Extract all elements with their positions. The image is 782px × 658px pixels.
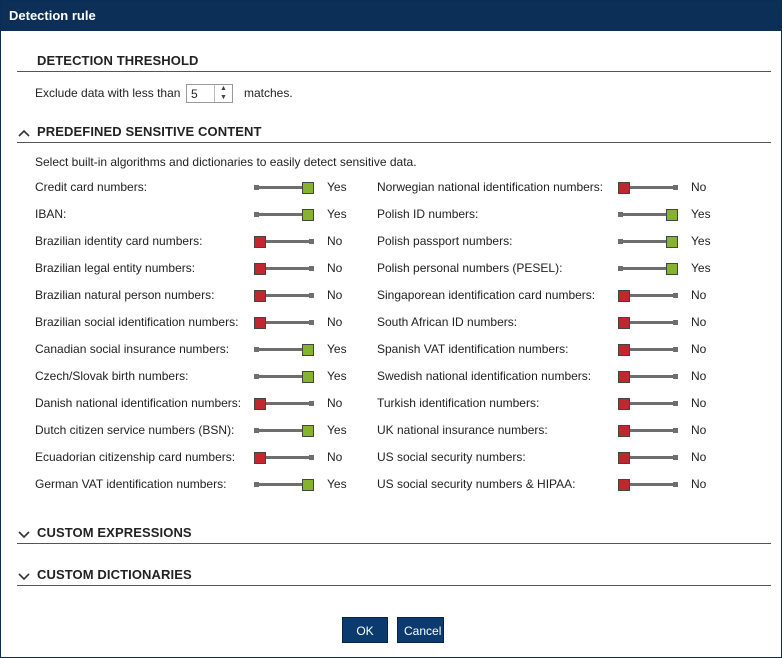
toggle-knob[interactable]	[666, 236, 678, 248]
option-toggle[interactable]	[618, 209, 678, 220]
custom-expressions-title: CUSTOM EXPRESSIONS	[37, 525, 192, 540]
option-label: Dutch citizen service numbers (BSN):	[35, 423, 235, 437]
option-toggle[interactable]	[254, 371, 314, 382]
detection-threshold-title: DETECTION THRESHOLD	[37, 53, 199, 68]
option-state: No	[327, 288, 343, 302]
option-state: No	[327, 261, 343, 275]
option-toggle[interactable]	[618, 425, 678, 436]
option-state: No	[691, 477, 707, 491]
option-state: No	[691, 288, 707, 302]
chevron-up-icon[interactable]	[17, 126, 31, 140]
toggle-end-dot	[309, 401, 314, 406]
toggle-end-dot	[673, 428, 678, 433]
custom-dictionaries-title: CUSTOM DICTIONARIES	[37, 567, 192, 582]
option-state: Yes	[327, 369, 347, 383]
dialog-title: Detection rule	[1, 1, 781, 31]
option-label: Canadian social insurance numbers:	[35, 342, 230, 356]
option-state: No	[691, 450, 707, 464]
toggle-end-dot	[618, 212, 623, 217]
toggle-knob[interactable]	[666, 263, 678, 275]
predefined-intro: Select built-in algorithms and dictionaries to easily detect sensitive data.	[35, 155, 417, 169]
option-toggle[interactable]	[618, 182, 678, 193]
option-label: IBAN:	[35, 207, 67, 221]
toggle-end-dot	[673, 401, 678, 406]
option-toggle[interactable]	[618, 344, 678, 355]
option-label: Norwegian national identification numbers:	[377, 180, 604, 194]
option-label: Brazilian identity card numbers:	[35, 234, 203, 248]
option-toggle[interactable]	[254, 290, 314, 301]
option-toggle[interactable]	[618, 398, 678, 409]
toggle-end-dot	[254, 347, 259, 352]
toggle-end-dot	[309, 320, 314, 325]
toggle-knob[interactable]	[254, 263, 266, 275]
option-state: Yes	[691, 207, 711, 221]
toggle-end-dot	[254, 185, 259, 190]
option-label: Singaporean identification card numbers:	[377, 288, 596, 302]
option-label: Danish national identification numbers:	[35, 396, 242, 410]
option-state: No	[691, 369, 707, 383]
toggle-end-dot	[309, 455, 314, 460]
toggle-knob[interactable]	[254, 290, 266, 302]
predefined-content-header[interactable]	[17, 124, 771, 143]
toggle-knob[interactable]	[618, 425, 630, 437]
option-toggle[interactable]	[618, 236, 678, 247]
custom-expressions-header[interactable]	[17, 525, 771, 544]
option-state: No	[691, 315, 707, 329]
option-state: Yes	[327, 423, 347, 437]
ok-button[interactable]: OK	[342, 617, 388, 643]
option-state: No	[691, 342, 707, 356]
toggle-knob[interactable]	[618, 479, 630, 491]
option-state: No	[691, 423, 707, 437]
option-label: Ecuadorian citizenship card numbers:	[35, 450, 236, 464]
threshold-row	[35, 84, 435, 104]
toggle-knob[interactable]	[618, 290, 630, 302]
option-state: No	[691, 396, 707, 410]
option-state: No	[691, 180, 707, 194]
option-label: German VAT identification numbers:	[35, 477, 227, 491]
toggle-knob[interactable]	[302, 371, 314, 383]
option-toggle[interactable]	[254, 344, 314, 355]
toggle-end-dot	[309, 239, 314, 244]
option-state: No	[327, 315, 343, 329]
spinner-down-icon[interactable]: ▼	[220, 94, 227, 101]
threshold-value[interactable]: 5	[191, 87, 198, 101]
toggle-knob[interactable]	[254, 236, 266, 248]
cancel-button[interactable]: Cancel	[397, 617, 444, 643]
option-label: Polish ID numbers:	[377, 207, 479, 221]
option-toggle[interactable]	[254, 182, 314, 193]
toggle-knob[interactable]	[302, 182, 314, 194]
option-toggle[interactable]	[618, 479, 678, 490]
option-state: Yes	[327, 207, 347, 221]
toggle-end-dot	[673, 455, 678, 460]
toggle-end-dot	[673, 320, 678, 325]
threshold-label-after: matches.	[244, 86, 293, 100]
toggle-knob[interactable]	[254, 398, 266, 410]
toggle-end-dot	[673, 374, 678, 379]
toggle-knob[interactable]	[618, 371, 630, 383]
toggle-knob[interactable]	[618, 452, 630, 464]
custom-dictionaries-header[interactable]	[17, 567, 771, 586]
toggle-knob[interactable]	[618, 398, 630, 410]
option-label: Credit card numbers:	[35, 180, 148, 194]
option-toggle[interactable]	[618, 371, 678, 382]
option-label: Turkish identification numbers:	[377, 396, 540, 410]
option-label: UK national insurance numbers:	[377, 423, 548, 437]
option-state: Yes	[327, 180, 347, 194]
toggle-end-dot	[673, 293, 678, 298]
option-toggle[interactable]	[618, 452, 678, 463]
toggle-knob[interactable]	[254, 452, 266, 464]
toggle-end-dot	[254, 428, 259, 433]
option-state: Yes	[691, 261, 711, 275]
option-toggle[interactable]	[254, 263, 314, 274]
toggle-knob[interactable]	[254, 317, 266, 329]
option-state: Yes	[327, 342, 347, 356]
toggle-end-dot	[673, 347, 678, 352]
toggle-end-dot	[309, 293, 314, 298]
toggle-knob[interactable]	[302, 344, 314, 356]
option-label: US social security numbers:	[377, 450, 526, 464]
option-label: Brazilian natural person numbers:	[35, 288, 215, 302]
threshold-label-before: Exclude data with less than	[35, 86, 181, 100]
option-toggle[interactable]	[254, 398, 314, 409]
option-toggle[interactable]	[254, 317, 314, 328]
toggle-end-dot	[618, 239, 623, 244]
chevron-down-icon[interactable]	[17, 569, 31, 583]
toggle-knob[interactable]	[618, 317, 630, 329]
detection-threshold-header	[17, 53, 771, 72]
toggle-end-dot	[309, 266, 314, 271]
spinner-buttons	[214, 85, 232, 102]
option-toggle[interactable]	[254, 236, 314, 247]
option-state: No	[327, 234, 343, 248]
option-toggle[interactable]	[618, 263, 678, 274]
option-toggle[interactable]	[254, 452, 314, 463]
toggle-knob[interactable]	[302, 479, 314, 491]
toggle-end-dot	[618, 266, 623, 271]
option-label: US social security numbers & HIPAA:	[377, 477, 576, 491]
option-label: Polish personal numbers (PESEL):	[377, 261, 563, 275]
toggle-end-dot	[673, 482, 678, 487]
toggle-end-dot	[254, 374, 259, 379]
threshold-spinner[interactable]	[186, 84, 233, 103]
option-label: South African ID numbers:	[377, 315, 518, 329]
toggle-knob[interactable]	[618, 344, 630, 356]
toggle-knob[interactable]	[618, 182, 630, 194]
toggle-knob[interactable]	[302, 425, 314, 437]
predefined-content-title: PREDEFINED SENSITIVE CONTENT	[37, 124, 262, 139]
option-toggle[interactable]	[254, 479, 314, 490]
toggle-end-dot	[254, 212, 259, 217]
spinner-up-icon[interactable]: ▲	[220, 85, 227, 92]
toggle-end-dot	[673, 185, 678, 190]
option-toggle[interactable]	[618, 290, 678, 301]
option-state: No	[327, 396, 343, 410]
chevron-down-icon[interactable]	[17, 527, 31, 541]
option-label: Swedish national identification numbers:	[377, 369, 592, 383]
toggle-knob[interactable]	[302, 209, 314, 221]
toggle-end-dot	[254, 482, 259, 487]
option-label: Czech/Slovak birth numbers:	[35, 369, 189, 383]
option-label: Brazilian social identification numbers:	[35, 315, 239, 329]
option-label: Spanish VAT identification numbers:	[377, 342, 569, 356]
option-state: No	[327, 450, 343, 464]
option-toggle[interactable]	[618, 317, 678, 328]
option-state: Yes	[691, 234, 711, 248]
option-label: Brazilian legal entity numbers:	[35, 261, 196, 275]
option-toggle[interactable]	[254, 425, 314, 436]
option-toggle[interactable]	[254, 209, 314, 220]
option-label: Polish passport numbers:	[377, 234, 513, 248]
option-state: Yes	[327, 477, 347, 491]
toggle-knob[interactable]	[666, 209, 678, 221]
